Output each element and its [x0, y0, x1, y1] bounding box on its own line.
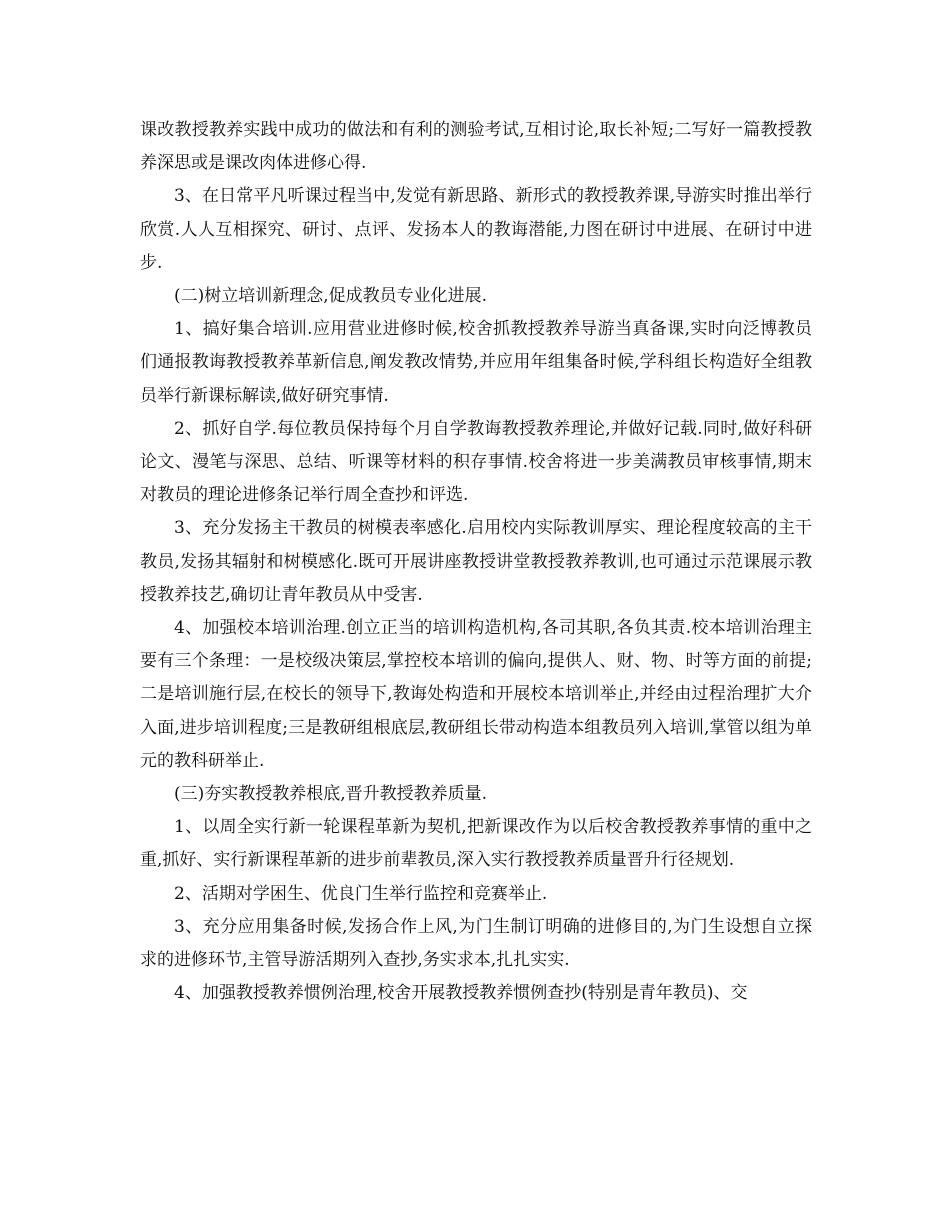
- paragraph-9: 1、以周全实行新一轮课程革新为契机,把新课改作为以后校舍教授教养事情的重中之重,抓好、实行新课程革新的进步前辈教员,深入实行教授教养质量晋升行径规划.: [140, 817, 812, 871]
- paragraph-5: 2、抓好自学.每位教员保持每个月自学教诲教授教养理论,并做好记载.同时,做好科研论文、漫笔与深思、总结、听课等材料的积存事情.校舍将进一步美满教员审核事情,期末对教员的理论进修条记举行周全查抄和评选.: [140, 418, 812, 506]
- paragraph-6: 3、充分发扬主干教员的树模表率感化.启用校内实际教训厚实、理论程度较高的主干教员,发扬其辐射和树模感化.既可开展讲座教授讲堂教授教养教训,也可通过示范课展示教授教养技艺,确切让青年教员从中受害.: [140, 518, 812, 605]
- paragraph-1: 课改教授教养实践中成功的做法和有利的测验考试,互相讨论,取长补短;二写好一篇教授教养深思或是课改肉体进修心得.: [140, 120, 812, 174]
- paragraph-11: 3、充分应用集备时候,发扬合作上风,为门生制订明确的进修目的,为门生设想自立探求的进修环节,主管导游活期列入查抄,务实求本,扎扎实实.: [140, 916, 812, 971]
- section-heading-2: (二)树立培训新理念,促成教员专业化进展.: [174, 286, 488, 307]
- paragraph-7: 4、加强校本培训治理.创立正当的培训构造机构,各司其职,各负其责.校本培训治理主要有三个条理：一是校级决策层,掌控校本培训的偏向,提供人、财、物、时等方面的前提;二是培训施行层,在校长的领导下,教诲处构造和开展校本培训举止,并经由过程治理扩大介入面,进步培训程度;三是教研组根底层,教研组长带动构造本组教员列入培训,掌管以组为单元的教科研举止.: [140, 618, 812, 771]
- section-heading-3: (三)夯实教授教养根底,晋升教授教养质量.: [174, 784, 488, 805]
- paragraph-10: 2、活期对学困生、优良门生举行监控和竞赛举止.: [174, 883, 548, 904]
- paragraph-12: 4、加强教授教养惯例治理,校舍开展教授教养惯例查抄(特别是青年教员)、交: [174, 983, 748, 1004]
- paragraph-2: 3、在日常平凡听课过程当中,发觉有新思路、新形式的教授教养课,导游实时推出举行欣赏.人人互相探究、研讨、点评、发扬本人的教诲潜能,力图在研讨中进展、在研讨中进步.: [140, 186, 812, 273]
- paragraph-4: 1、搞好集合培训.应用营业进修时候,校舍抓教授教养导游当真备课,实时向泛博教员们通报教诲教授教养革新信息,阐发教改情势,并应用年组集备时候,学科组长构造好全组教员举行新课标解读,做好研究事情.: [140, 319, 812, 406]
- document-body: [140, 114, 812, 1010]
